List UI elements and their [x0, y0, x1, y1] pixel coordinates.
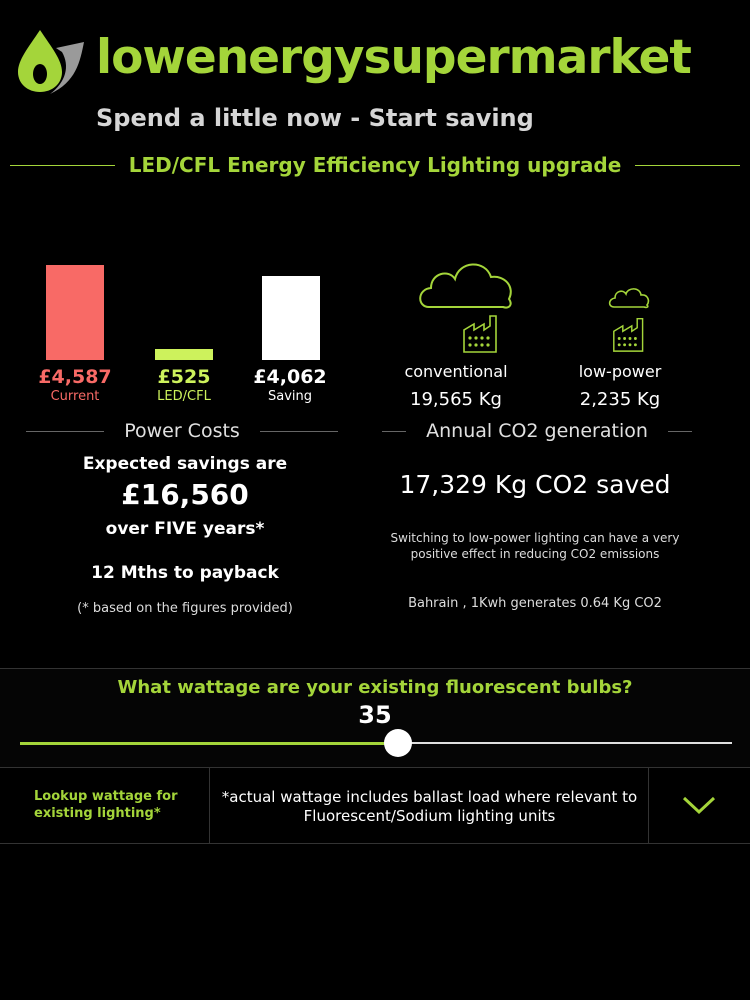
factory-icon	[612, 314, 648, 354]
bar-value-saving: £4,062	[253, 366, 327, 388]
brand-name: lowenergysupermarket	[96, 30, 691, 85]
bar-saving	[262, 276, 320, 360]
co2-conventional	[386, 362, 526, 410]
co2-divider	[382, 419, 692, 443]
savings-footnote: (* based on the figures provided)	[77, 601, 293, 616]
co2-conventional-value: 19,565 Kg	[410, 389, 502, 410]
co2-conventional-label: conventional	[404, 362, 508, 381]
page-title: LED/CFL Energy Efficiency Lighting upgrade	[128, 153, 622, 177]
co2-info: Switching to low-power lighting can have a very positive effect in reducing CO2 emissions	[390, 531, 680, 561]
cloud-icon	[608, 285, 650, 311]
lookup-wattage-button[interactable]: Lookup wattage for existing lighting*	[0, 768, 210, 844]
title-rule-right	[635, 165, 740, 166]
bar-value-current: £4,587	[38, 366, 112, 388]
co2-low-power	[560, 362, 680, 410]
title-rule-left	[10, 165, 115, 166]
header	[0, 0, 750, 177]
wattage-question: What wattage are your existing fluorescent bulbs?	[117, 677, 633, 698]
wattage-slider-panel	[0, 668, 750, 768]
savings-summary	[20, 454, 350, 616]
savings-period: over FIVE years*	[105, 519, 265, 539]
bar-current	[46, 265, 104, 360]
chevron-down-icon	[682, 796, 716, 816]
logo-leaf-icon	[10, 26, 88, 96]
savings-intro: Expected savings are	[82, 454, 288, 474]
power-costs-label: Power Costs	[124, 420, 240, 442]
factory-icon	[462, 312, 502, 354]
bar-label-led: LED/CFL	[157, 389, 211, 404]
page-title-row	[10, 150, 740, 180]
bar-label-saving: Saving	[267, 389, 312, 404]
savings-amount: £16,560	[121, 478, 249, 511]
bar-label-current: Current	[50, 389, 100, 404]
tagline: Spend a little now - Start saving	[96, 104, 534, 132]
slider-track-filled[interactable]	[20, 742, 398, 745]
power-costs-divider	[26, 419, 338, 443]
expand-button[interactable]	[648, 768, 750, 844]
co2-region-factor: Bahrain , 1Kwh generates 0.64 Kg CO2	[408, 596, 662, 611]
lookup-row	[0, 768, 750, 844]
co2-saved: 17,329 Kg CO2 saved	[399, 470, 671, 499]
bar-led	[155, 349, 213, 360]
wattage-value: 35	[358, 701, 392, 729]
bar-value-led: £525	[157, 366, 211, 388]
payback-period: 12 Mths to payback	[91, 563, 279, 583]
co2-section-label: Annual CO2 generation	[426, 420, 648, 442]
co2-low-power-label: low-power	[578, 362, 662, 381]
slider-thumb[interactable]	[384, 729, 412, 757]
co2-low-power-value: 2,235 Kg	[579, 389, 661, 410]
slider-track-empty[interactable]	[398, 742, 732, 744]
wattage-note: *actual wattage includes ballast load where relevant to Fluorescent/Sodium lighting units	[221, 788, 638, 825]
